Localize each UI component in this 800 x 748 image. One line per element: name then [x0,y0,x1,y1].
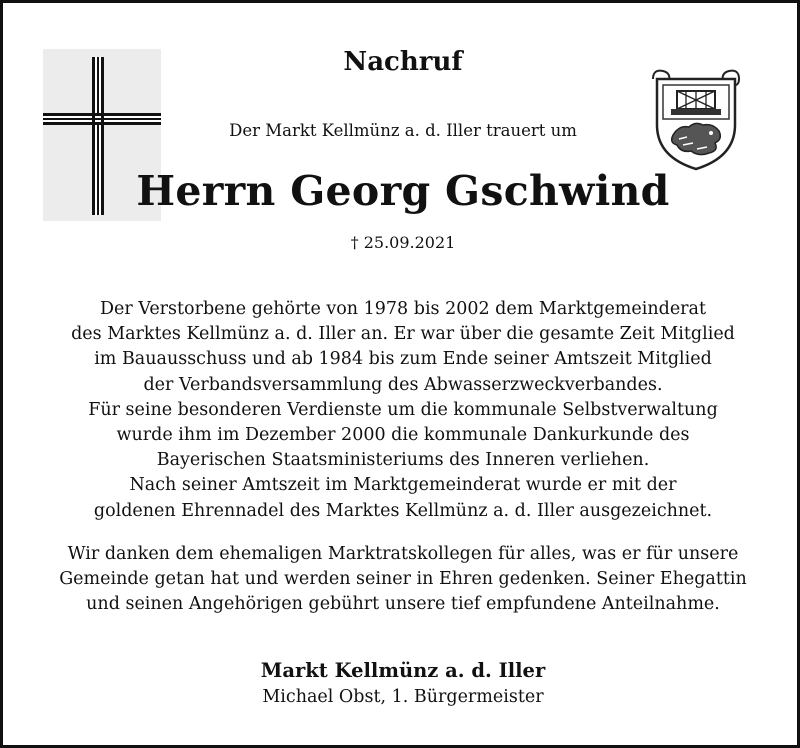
coat-of-arms-icon [649,65,743,173]
notice-title: Nachruf [343,47,463,77]
death-date: † 25.09.2021 [350,233,456,252]
signature-signer: Michael Obst, 1. Bürgermeister [262,687,544,707]
text-line: im Bauausschuss und ab 1984 bis zum Ende seiner Amtszeit Mitglied [94,349,712,370]
text-line: goldenen Ehrennadel des Marktes Kellmünz a. d. Iller ausgezeichnet. [93,500,713,521]
text-line: des Marktes Kellmünz a. d. Iller an. Er war über die gesamte Zeit Mitglied [71,324,735,345]
signature-organization: Markt Kellmünz a. d. Iller [260,659,546,682]
text-line: Wir danken dem ehemaligen Marktratskollegen für alles, was er für unsere [67,544,739,564]
deceased-name: Herrn Georg Gschwind [136,167,670,215]
text-line: Bayerischen Staatsministeriums des Inneren verliehen. [156,450,650,471]
text-line: der Verbandsversammlung des Abwasserzweckverbandes. [143,374,663,395]
text-line: Nach seiner Amtszeit im Marktgemeinderat wurde er mit der [129,475,677,496]
mourning-line: Der Markt Kellmünz a. d. Iller trauert um [229,121,577,140]
text-line: Der Verstorbene gehörte von 1978 bis 2002 dem Marktgemeinderat [99,299,707,319]
condolence-paragraph [3,542,800,618]
text-line: und seinen Angehörigen gebührt unsere tief empfundene Anteilnahme. [86,594,720,615]
tribute-paragraph [3,297,800,524]
text-line: wurde ihm im Dezember 2000 die kommunale Dankurkunde des [116,425,690,446]
text-line: Gemeinde getan hat und werden seiner in Ehren gedenken. Seiner Ehegattin [59,569,747,590]
text-line: Für seine besonderen Verdienste um die kommunale Selbstverwaltung [88,399,718,420]
